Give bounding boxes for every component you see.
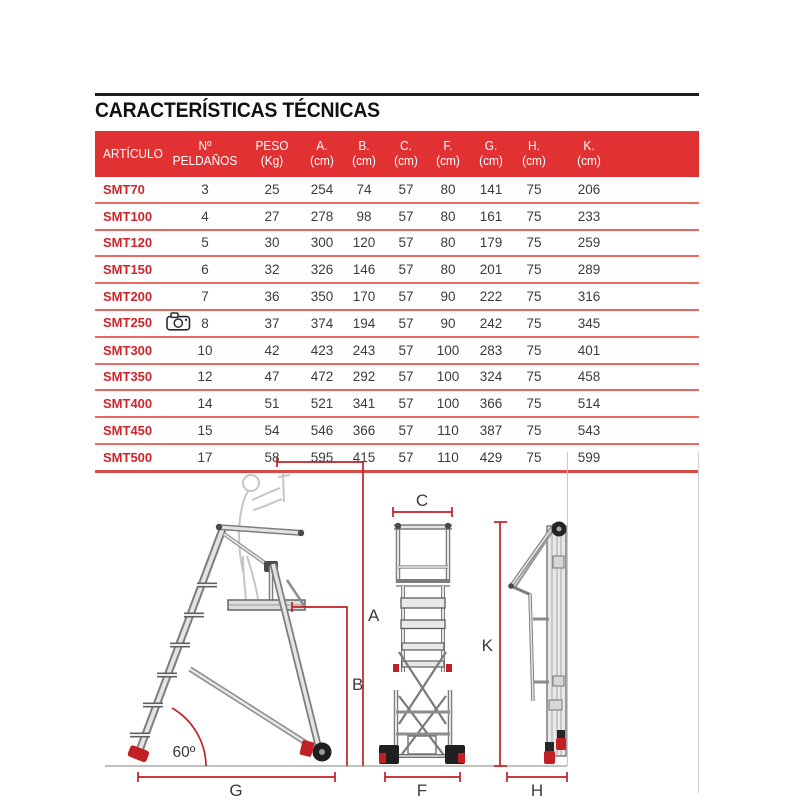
- dim-h-cell: 75: [513, 177, 555, 203]
- dim-label-k: K: [481, 636, 493, 655]
- peso-cell: 37: [243, 310, 301, 337]
- table-row: [95, 256, 699, 283]
- peso-cell: 25: [243, 177, 301, 203]
- peso-cell: 36: [243, 283, 301, 310]
- dim-f-cell: 90: [427, 283, 469, 310]
- dim-a-cell: 278: [301, 203, 343, 230]
- articulo-cell: [95, 230, 167, 257]
- filler-cell: [623, 337, 699, 364]
- peldanos-cell: 7: [167, 283, 243, 310]
- table-row: [95, 203, 699, 230]
- filler-cell: [623, 283, 699, 310]
- filler-cell: [623, 310, 699, 337]
- column-header-a: A. (cm): [301, 131, 343, 177]
- dim-b-cell: 74: [343, 177, 385, 203]
- peldanos-cell: 5: [167, 230, 243, 257]
- filler-cell: [623, 203, 699, 230]
- peldanos-cell: 10: [167, 337, 243, 364]
- dim-g-cell: 242: [469, 310, 513, 337]
- dim-b-cell: 243: [343, 337, 385, 364]
- dim-c-cell: 57: [385, 337, 427, 364]
- articulo-label: SMT500: [103, 449, 153, 465]
- technical-drawing: [95, 450, 710, 800]
- dim-g-cell: 387: [469, 417, 513, 444]
- dim-b-cell: 120: [343, 230, 385, 257]
- table-row: [95, 283, 699, 310]
- dim-f-cell: 110: [427, 417, 469, 444]
- peso-cell: 51: [243, 390, 301, 417]
- articulo-cell: [95, 417, 167, 444]
- dim-g-cell: 201: [469, 256, 513, 283]
- filler-cell: [623, 417, 699, 444]
- peldanos-cell: 6: [167, 256, 243, 283]
- dim-f-cell: 100: [427, 337, 469, 364]
- table-row: [95, 310, 699, 337]
- table-row: [95, 337, 699, 364]
- articulo-label: SMT400: [103, 396, 153, 412]
- dim-g-cell: 366: [469, 390, 513, 417]
- dim-a-cell: 254: [301, 177, 343, 203]
- column-header-c: C. (cm): [385, 131, 427, 177]
- dim-h-cell: 75: [513, 417, 555, 444]
- peso-cell: 58: [243, 444, 301, 471]
- articulo-label: SMT450: [103, 423, 153, 439]
- column-header-g: G. (cm): [469, 131, 513, 177]
- articulo-label: SMT150: [103, 262, 153, 278]
- camera-icon: [166, 312, 191, 334]
- peldanos-cell: 3: [167, 177, 243, 203]
- dim-h-cell: 75: [513, 310, 555, 337]
- table-row: [95, 390, 699, 417]
- table-row: [95, 364, 699, 391]
- side-view-drawing: [127, 524, 332, 763]
- articulo-label: SMT70: [103, 181, 145, 197]
- dim-h-cell: 75: [513, 230, 555, 257]
- column-header-b: B. (cm): [343, 131, 385, 177]
- peldanos-cell: 12: [167, 364, 243, 391]
- title-rule: [95, 93, 699, 96]
- dim-h-cell: 75: [513, 364, 555, 391]
- dim-b-cell: 146: [343, 256, 385, 283]
- dim-k-cell: 514: [555, 390, 623, 417]
- dimension-lines: [138, 457, 567, 782]
- column-header-f: F. (cm): [427, 131, 469, 177]
- column-header-k: K. (cm): [555, 131, 623, 177]
- dim-c-cell: 57: [385, 444, 427, 471]
- table-row: [95, 230, 699, 257]
- drawing-canvas: [95, 450, 710, 800]
- column-header-peldanos: Nº PELDAÑOS: [167, 131, 243, 177]
- dim-label-a: A: [368, 606, 380, 625]
- peldanos-cell: 14: [167, 390, 243, 417]
- dim-c-cell: 57: [385, 256, 427, 283]
- dim-k-cell: 599: [555, 444, 623, 471]
- articulo-label: SMT200: [103, 289, 153, 305]
- dim-a-cell: 350: [301, 283, 343, 310]
- dim-h-cell: 75: [513, 256, 555, 283]
- dim-f-cell: 80: [427, 256, 469, 283]
- column-header-peso: PESO (Kg): [243, 131, 301, 177]
- dim-c-cell: 57: [385, 203, 427, 230]
- dim-c-cell: 57: [385, 230, 427, 257]
- dim-c-cell: 57: [385, 310, 427, 337]
- dim-b-cell: 341: [343, 390, 385, 417]
- dim-k-cell: 233: [555, 203, 623, 230]
- articulo-cell: [95, 283, 167, 310]
- peldanos-cell: 15: [167, 417, 243, 444]
- peldanos-cell: 17: [167, 444, 243, 471]
- filler-cell: [623, 177, 699, 203]
- articulo-cell: [95, 310, 167, 337]
- filler-cell: [623, 256, 699, 283]
- dim-g-cell: 283: [469, 337, 513, 364]
- dim-f-cell: 90: [427, 310, 469, 337]
- articulo-label: SMT120: [103, 235, 153, 251]
- front-view-drawing: [379, 523, 465, 764]
- header-row: [95, 131, 699, 177]
- articulo-label: SMT100: [103, 208, 153, 224]
- dim-b-cell: 194: [343, 310, 385, 337]
- dim-k-cell: 401: [555, 337, 623, 364]
- dim-f-cell: 110: [427, 444, 469, 471]
- articulo-label: SMT300: [103, 342, 153, 358]
- dim-g-cell: 179: [469, 230, 513, 257]
- peso-cell: 47: [243, 364, 301, 391]
- dim-f-cell: 80: [427, 177, 469, 203]
- dim-f-cell: 80: [427, 203, 469, 230]
- dim-h-cell: 75: [513, 337, 555, 364]
- dim-k-cell: 316: [555, 283, 623, 310]
- dim-c-cell: 57: [385, 177, 427, 203]
- dim-b-cell: 292: [343, 364, 385, 391]
- dim-b-cell: 366: [343, 417, 385, 444]
- articulo-cell: [95, 337, 167, 364]
- filler-cell: [623, 390, 699, 417]
- dim-a-cell: 472: [301, 364, 343, 391]
- peldanos-cell: 8: [167, 310, 243, 337]
- dim-a-cell: 546: [301, 417, 343, 444]
- dim-c-cell: 57: [385, 417, 427, 444]
- dim-a-cell: 326: [301, 256, 343, 283]
- dim-a-cell: 521: [301, 390, 343, 417]
- peso-cell: 54: [243, 417, 301, 444]
- column-header-h: H. (cm): [513, 131, 555, 177]
- dim-g-cell: 161: [469, 203, 513, 230]
- dim-label-c: C: [415, 491, 429, 510]
- dim-k-cell: 259: [555, 230, 623, 257]
- dim-h-cell: 75: [513, 283, 555, 310]
- column-header-articulo: ARTÍCULO: [95, 131, 167, 177]
- articulo-cell: [95, 177, 167, 203]
- dim-label-h: H: [530, 781, 544, 800]
- dim-a-cell: 423: [301, 337, 343, 364]
- filler-cell: [623, 230, 699, 257]
- page-title: CARACTERÍSTICAS TÉCNICAS: [95, 98, 380, 122]
- dim-c-cell: 57: [385, 364, 427, 391]
- dim-h-cell: 75: [513, 390, 555, 417]
- table-row: [95, 417, 699, 444]
- folded-view-drawing: [508, 522, 566, 765]
- frame-lines: [568, 452, 699, 793]
- dim-k-cell: 206: [555, 177, 623, 203]
- dim-a-cell: 374: [301, 310, 343, 337]
- dim-h-cell: 75: [513, 444, 555, 471]
- dim-label-g: G: [229, 781, 243, 800]
- dim-k-cell: 543: [555, 417, 623, 444]
- dim-g-cell: 222: [469, 283, 513, 310]
- dim-f-cell: 80: [427, 230, 469, 257]
- dim-k-cell: 345: [555, 310, 623, 337]
- peso-cell: 27: [243, 203, 301, 230]
- table-row: [95, 177, 699, 203]
- column-header-filler: [623, 131, 699, 177]
- dim-b-cell: 415: [343, 444, 385, 471]
- peldanos-cell: 4: [167, 203, 243, 230]
- dim-h-cell: 75: [513, 203, 555, 230]
- peso-cell: 30: [243, 230, 301, 257]
- dim-a-cell: 595: [301, 444, 343, 471]
- articulo-cell: [95, 390, 167, 417]
- dim-g-cell: 429: [469, 444, 513, 471]
- dim-a-cell: 300: [301, 230, 343, 257]
- dim-g-cell: 324: [469, 364, 513, 391]
- dim-g-cell: 141: [469, 177, 513, 203]
- dim-label-b: B: [352, 675, 364, 694]
- peso-cell: 32: [243, 256, 301, 283]
- specs-table: [95, 131, 699, 473]
- angle-label: 60º: [172, 744, 196, 761]
- dim-f-cell: 100: [427, 390, 469, 417]
- dim-f-cell: 100: [427, 364, 469, 391]
- worker-figure: [239, 473, 290, 601]
- dim-label-f: F: [416, 781, 428, 800]
- articulo-cell: [95, 203, 167, 230]
- articulo-cell: [95, 364, 167, 391]
- dim-k-cell: 289: [555, 256, 623, 283]
- articulo-label: SMT250: [103, 315, 153, 331]
- articulo-cell: [95, 256, 167, 283]
- dim-b-cell: 170: [343, 283, 385, 310]
- articulo-label: SMT350: [103, 369, 153, 385]
- dim-c-cell: 57: [385, 390, 427, 417]
- dim-b-cell: 98: [343, 203, 385, 230]
- peso-cell: 42: [243, 337, 301, 364]
- dim-c-cell: 57: [385, 283, 427, 310]
- filler-cell: [623, 364, 699, 391]
- dim-k-cell: 458: [555, 364, 623, 391]
